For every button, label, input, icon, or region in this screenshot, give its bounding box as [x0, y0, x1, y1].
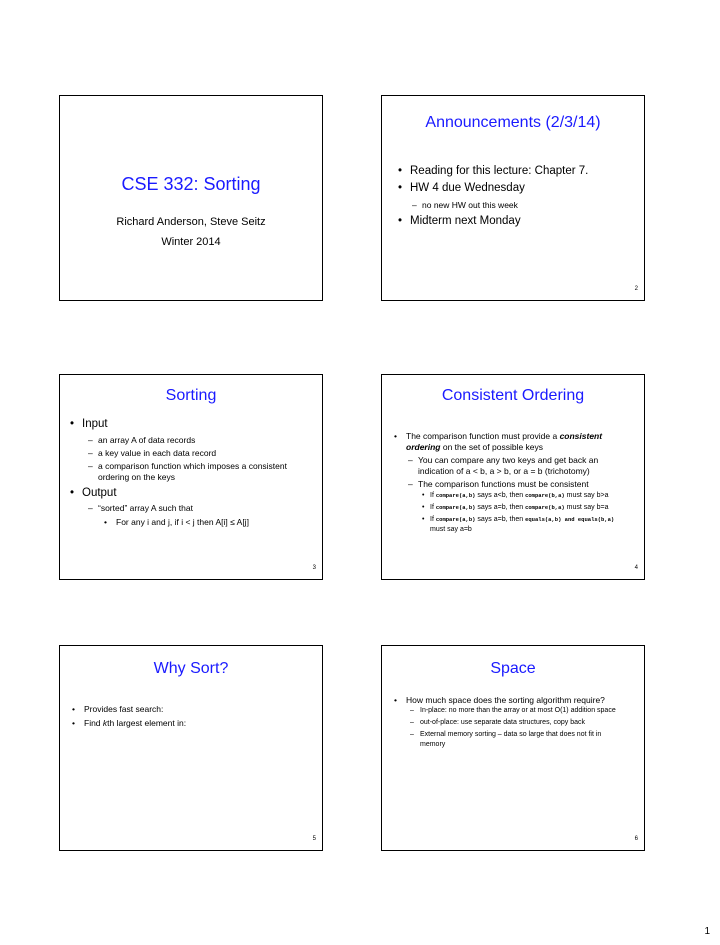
sub-bullet-item: – You can compare any two keys and get back an	[408, 455, 599, 465]
dash-icon: –	[408, 479, 413, 489]
sub-sub-bullet-item: • For any i and j, if i < j then A[i] ≤ A[j]	[104, 517, 249, 527]
bullet-item: • Input	[70, 418, 108, 430]
bullet-icon: •	[422, 492, 425, 499]
slide-1	[59, 95, 323, 301]
slide-number: 6	[634, 836, 638, 842]
dash-icon: –	[410, 707, 414, 714]
sub-bullet-item: – In-place: no more than the array or at most O(1) addition space	[410, 707, 616, 714]
bullet-icon: •	[72, 718, 75, 728]
page-number: 1	[704, 926, 710, 937]
sub-bullet-item: – an array A of data records	[88, 435, 196, 445]
bullet-icon: •	[398, 182, 403, 194]
bullet-icon: •	[104, 517, 107, 527]
rule-item: • If compare(a,b) says a=b, then equals(a,b) and equals(b,a)	[422, 516, 615, 523]
slide-6	[381, 645, 645, 851]
slide-term: Winter 2014	[161, 236, 221, 248]
bullet-item: • Midterm next Monday	[398, 215, 521, 227]
slide-number: 5	[312, 836, 316, 842]
bullet-item: • Output	[70, 487, 117, 499]
bullet-item: • Find kth largest element in:	[72, 718, 187, 728]
dash-icon: –	[408, 455, 413, 465]
sub-bullet-continuation: indication of a < b, a > b, or a = b (trichotomy)	[418, 466, 590, 476]
rule-continuation: must say a=b	[430, 526, 472, 533]
slide-number: 3	[312, 565, 316, 571]
dash-icon: –	[88, 435, 93, 445]
dash-icon: –	[88, 503, 93, 513]
slide-3	[59, 374, 323, 580]
bullet-item: • How much space does the sorting algorithm require?	[394, 695, 605, 705]
slide-title: Why Sort?	[153, 660, 229, 677]
slide-number: 2	[634, 286, 638, 292]
bullet-icon: •	[422, 504, 425, 511]
sub-bullet-item: – a comparison function which imposes a consistent	[88, 461, 287, 471]
rule-item: • If compare(a,b) says a<b, then compare(b,a) must say b>a	[422, 492, 609, 499]
rule-item: • If compare(a,b) says a=b, then compare(b,a) must say b=a	[422, 504, 609, 511]
bullet-icon: •	[394, 431, 397, 441]
sub-bullet-item: – out-of-place: use separate data structures, copy back	[410, 719, 585, 726]
bullet-item: • HW 4 due Wednesday	[398, 182, 525, 194]
dash-icon: –	[410, 731, 414, 738]
slide-5	[59, 645, 323, 851]
slide-title: Space	[490, 660, 536, 677]
sub-bullet-item: – no new HW out this week	[412, 200, 518, 210]
bullet-icon: •	[394, 695, 397, 705]
slide-number: 4	[634, 565, 638, 571]
sub-bullet-item: – External memory sorting – data so large that does not fit in	[410, 731, 602, 738]
sub-bullet-continuation: memory	[420, 741, 446, 748]
bullet-icon: •	[422, 516, 425, 523]
dash-icon: –	[88, 461, 93, 471]
slide-title: Announcements (2/3/14)	[425, 114, 601, 131]
dash-icon: –	[88, 448, 93, 458]
sub-bullet-continuation: ordering on the keys	[98, 472, 176, 482]
bullet-item: • Reading for this lecture: Chapter 7.	[398, 165, 589, 177]
slide-2	[381, 95, 645, 301]
sub-bullet-item: – The comparison functions must be consistent	[408, 479, 589, 489]
bullet-item: • The comparison function must provide a consistent	[394, 431, 603, 441]
bullet-icon: •	[398, 215, 403, 227]
slide-4	[381, 374, 645, 580]
bullet-icon: •	[70, 487, 75, 499]
dash-icon: –	[412, 200, 417, 210]
slide-title: Sorting	[165, 387, 217, 404]
bullet-continuation: ordering on the set of possible keys	[406, 442, 544, 452]
slide-title: Consistent Ordering	[441, 387, 585, 404]
bullet-item: • Provides fast search:	[72, 704, 164, 714]
bullet-icon: •	[70, 418, 75, 430]
slide-title: CSE 332: Sorting	[121, 174, 261, 194]
bullet-icon: •	[398, 165, 403, 177]
sub-bullet-item: – “sorted” array A such that	[88, 503, 193, 513]
slide-authors: Richard Anderson, Steve Seitz	[116, 216, 266, 228]
bullet-icon: •	[72, 704, 75, 714]
sub-bullet-item: – a key value in each data record	[88, 448, 217, 458]
dash-icon: –	[410, 719, 414, 726]
